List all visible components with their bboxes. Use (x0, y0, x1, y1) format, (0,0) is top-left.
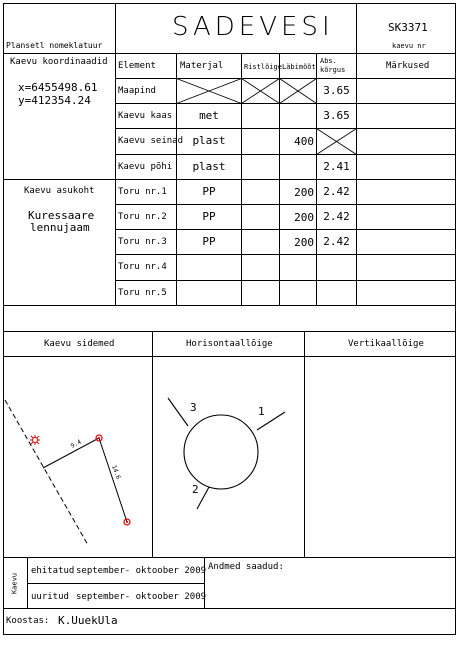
svg-text:14.6: 14.6 (110, 464, 122, 481)
row-abs-height: 2.42 (323, 235, 350, 248)
built-value: september- oktoober 2009 (76, 566, 207, 576)
footer-side-label: Kaevu (10, 572, 19, 595)
pipe-label-2: 2 (192, 483, 199, 496)
location-label: Kaevu asukoht (24, 186, 95, 196)
row-material: PP (202, 185, 216, 198)
row-element: Kaevu kaas (118, 111, 173, 121)
row-material: plast (192, 134, 226, 147)
row-element: Toru nr.1 (118, 187, 167, 197)
row-element: Toru nr.2 (118, 212, 167, 222)
author-name: K.UuekUla (58, 614, 118, 627)
row-element: Kaevu põhi (118, 162, 173, 172)
coord-x: x=6455498.61 (18, 81, 98, 94)
location-line2: lennujaam (30, 221, 90, 234)
col-diameter: Läbimõõt (282, 63, 316, 71)
location-line1: Kuressaare (28, 209, 95, 222)
row-diameter: 200 (294, 236, 314, 249)
section-vertical: Vertikaallõige (348, 339, 424, 349)
row-element: Kaevu seinad (118, 136, 184, 146)
col-cross-section: Ristlõige (244, 63, 282, 71)
page-title: SADEVESI (172, 12, 334, 42)
row-element: Toru nr.5 (118, 288, 167, 298)
pipe-label-1: 1 (258, 405, 265, 418)
section-ties: Kaevu sidemed (44, 339, 115, 349)
pipe-label-3: 3 (190, 401, 197, 414)
row-material: PP (202, 235, 216, 248)
row-diameter: 200 (294, 211, 314, 224)
row-abs-height: 2.42 (323, 210, 350, 223)
measured-value: september- oktoober 2009 (76, 592, 207, 602)
col-abs-height: Abs. kõrgus (320, 57, 346, 74)
ties-sketch (5, 400, 130, 545)
horizontal-section-drawing (168, 398, 285, 509)
col-element: Element (118, 61, 156, 71)
built-label: ehitatud (31, 566, 75, 576)
row-element: Maapind (118, 86, 156, 96)
row-abs-height: 3.65 (323, 109, 350, 122)
section-horizontal: Horisontaallõige (186, 339, 273, 349)
well-code-caption: kaevu nr (392, 42, 426, 50)
row-element: Toru nr.3 (118, 237, 167, 247)
row-material: PP (202, 210, 216, 223)
row-abs-height: 2.42 (323, 185, 350, 198)
well-code: SK3371 (388, 21, 428, 34)
measured-label: uuritud (31, 592, 69, 602)
plan-nomenclature-label: Plansetl nomeklatuur (6, 41, 103, 50)
row-element: Toru nr.4 (118, 262, 167, 272)
data-source-label: Andmed saadud: (208, 562, 284, 572)
row-material: plast (192, 160, 226, 173)
col-notes: Märkused (386, 61, 430, 71)
row-abs-height: 2.41 (323, 160, 350, 173)
svg-text:9.4: 9.4 (69, 438, 83, 450)
col-material: Materjal (180, 61, 224, 71)
coord-y: y=412354.24 (18, 94, 91, 107)
hydrant-icon (30, 435, 40, 445)
row-diameter: 400 (294, 135, 314, 148)
row-abs-height: 3.65 (323, 84, 350, 97)
row-diameter: 200 (294, 186, 314, 199)
coords-label: Kaevu koordinaadid (10, 57, 108, 67)
row-material: met (199, 109, 219, 122)
author-label: Koostas: (6, 616, 50, 626)
